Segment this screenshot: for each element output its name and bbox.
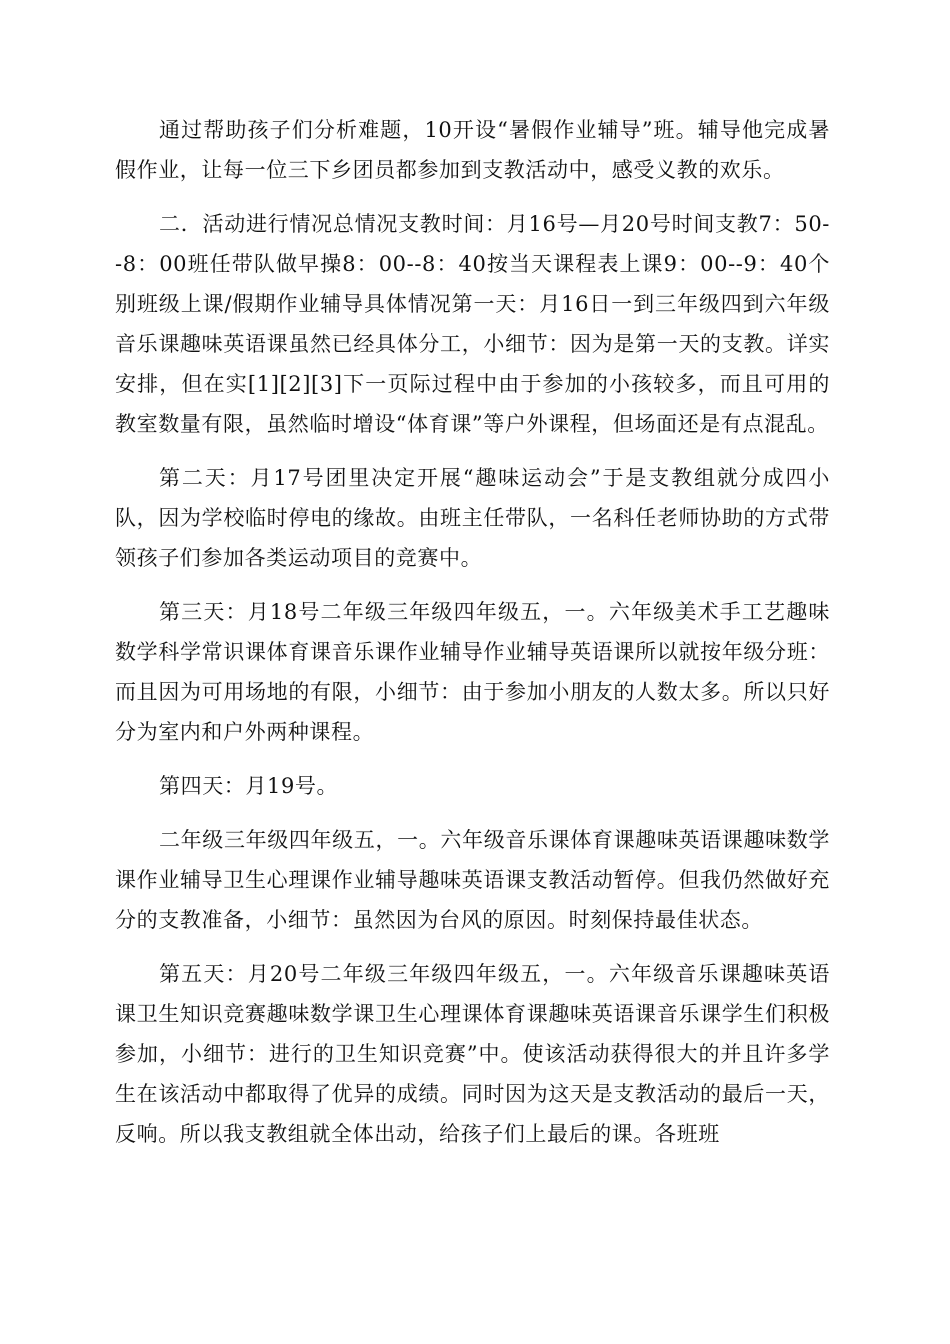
paragraph-day-two: 第二天：月17号团里决定开展“趣味运动会”于是支教组就分成四小队，因为学校临时停电的缘故。由班主任带队，一名科任老师协助的方式带领孩子们参加各类运动项目的竞赛中。 (115, 466, 830, 570)
document-page (115, 110, 830, 1168)
paragraph-activity-overview: 二．活动进行情况总情况支教时间：月16号—月20号时间支教7：50--8：00班任带队做早操8：00--8：40按当天课程表上课9：00--9：40个别班级上课/假期作业辅导具体情况第一天：月16日一到三年级四到六年级音乐课趣味英语课虽然已经具体分工，小细节：因为是第一天的支教。详实安排，但在实[1][2][3]下一页际过程中由于参加的小孩较多，而且可用的教室数量有限，虽然临时增设“体育课”等户外课程，但场面还是有点混乱。 (115, 212, 830, 436)
paragraph-day-four: 二年级三年级四年级五，一。六年级音乐课体育课趣味英语课趣味数学课作业辅导卫生心理课作业辅导趣味英语课支教活动暂停。但我仍然做好充分的支教准备，小细节：虽然因为台风的原因。时刻保持最佳状态。 (115, 828, 830, 932)
paragraph-tutoring-class: 通过帮助孩子们分析难题，10开设“暑假作业辅导”班。辅导他完成暑假作业，让每一位三下乡团员都参加到支教活动中，感受义教的欢乐。 (115, 118, 830, 182)
paragraph-day-three: 第三天：月18号二年级三年级四年级五，一。六年级美术手工艺趣味数学科学常识课体育课音乐课作业辅导作业辅导英语课所以就按年级分班：而且因为可用场地的有限，小细节：由于参加小朋友的人数太多。所以只好分为室内和户外两种课程。 (115, 600, 830, 744)
paragraph-day-five: 第五天：月20号二年级三年级四年级五，一。六年级音乐课趣味英语课卫生知识竞赛趣味数学课卫生心理课体育课趣味英语课音乐课学生们积极参加，小细节：进行的卫生知识竞赛”中。使该活动获得很大的并且许多学生在该活动中都取得了优异的成绩。同时因为这天是支教活动的最后一天，反响。所以我支教组就全体出动，给孩子们上最后的课。各班班 (115, 962, 830, 1146)
paragraph-day-four-heading: 第四天：月19号。 (159, 774, 339, 798)
